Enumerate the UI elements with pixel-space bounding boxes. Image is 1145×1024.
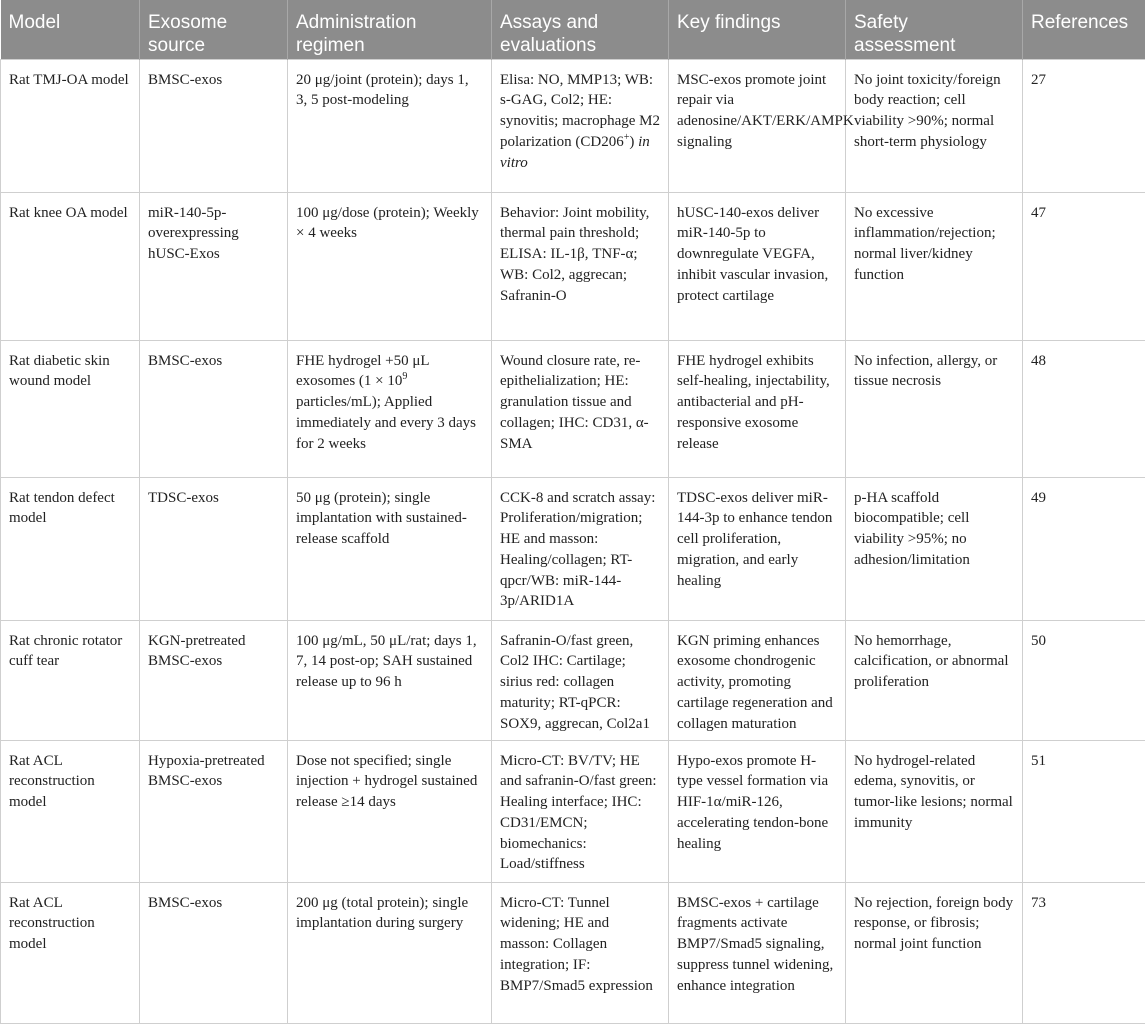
cell-reference: 51 [1023,740,1145,882]
cell-safety: p-HA scaffold biocompatible; cell viability >95%; no adhesion/limitation [846,477,1023,620]
cell-findings: Hypo-exos promote H-type vessel formation via HIF-1α/miR-126, accelerating tendon-bone healing [669,740,846,882]
cell-regimen: 20 μg/joint (protein); days 1, 3, 5 post-modeling [288,59,492,192]
table-row [1,340,1145,477]
cell-assays: Micro-CT: Tunnel widening; HE and masson: Collagen integration; IF: BMP7/Smad5 expression [492,882,669,1023]
cell-findings: MSC-exos promote joint repair via adenosine/AKT/ERK/AMPK signaling [669,59,846,192]
cell-source: BMSC-exos [140,340,288,477]
cell-safety: No rejection, foreign body response, or fibrosis; normal joint function [846,882,1023,1023]
table-row [1,192,1145,340]
cell-safety: No joint toxicity/foreign body reaction; cell viability >90%; normal short-term physiology [846,59,1023,192]
cell-reference: 48 [1023,340,1145,477]
superscript: + [624,132,630,143]
header-row [1,0,1145,59]
regimen-text: FHE hydrogel +50 μL exosomes (1 × 10 [296,353,429,390]
cell-model: Rat chronic rotator cuff tear [1,620,140,740]
cell-assays: Safranin-O/fast green, Col2 IHC: Cartilage; sirius red: collagen maturity; RT-qPCR: SOX9, aggrecan, Col2a1 [492,620,669,740]
cell-model: Rat diabetic skin wound model [1,340,140,477]
cell-regimen: Dose not specified; single injection + hydrogel sustained release ≥14 days [288,740,492,882]
cell-assays [492,59,669,192]
table-row [1,477,1145,620]
assays-italic: in vitro [500,134,650,171]
cell-assays: Wound closure rate, re-epithelialization; HE: granulation tissue and collagen; IHC: CD31, α-SMA [492,340,669,477]
header-model: Model [1,0,140,59]
cell-model: Rat knee OA model [1,192,140,340]
superscript: 9 [402,371,407,382]
table-body [1,59,1145,1023]
regimen-text-post: particles/mL); Applied immediately and every 3 days for 2 weeks [296,394,476,452]
cell-findings: TDSC-exos deliver miR-144-3p to enhance tendon cell proliferation, migration, and early healing [669,477,846,620]
cell-model: Rat ACL reconstruction model [1,882,140,1023]
cell-regimen: 200 μg (total protein); single implantation during surgery [288,882,492,1023]
header-assays-and-evaluations: Assays and evaluations [492,0,669,59]
cell-assays: Behavior: Joint mobility, thermal pain threshold; ELISA: IL-1β, TNF-α; WB: Col2, aggrecan; Safranin-O [492,192,669,340]
table-row [1,59,1145,192]
cell-regimen: 100 μg/mL, 50 μL/rat; days 1, 7, 14 post-op; SAH sustained release up to 96 h [288,620,492,740]
cell-findings: FHE hydrogel exhibits self-healing, injectability, antibacterial and pH-responsive exosome release [669,340,846,477]
header-key-findings: Key findings [669,0,846,59]
cell-source: miR-140-5p-overexpressing hUSC-Exos [140,192,288,340]
cell-findings: BMSC-exos + cartilage fragments activate BMP7/Smad5 signaling, suppress tunnel widening, enhance integration [669,882,846,1023]
cell-regimen: 50 μg (protein); single implantation with sustained-release scaffold [288,477,492,620]
header-administration-regimen: Administration regimen [288,0,492,59]
cell-regimen: 100 μg/dose (protein); Weekly × 4 weeks [288,192,492,340]
cell-reference: 73 [1023,882,1145,1023]
cell-safety: No hemorrhage, calcification, or abnormal proliferation [846,620,1023,740]
cell-reference: 47 [1023,192,1145,340]
cell-findings: hUSC-140-exos deliver miR-140-5p to downregulate VEGFA, inhibit vascular invasion, protect cartilage [669,192,846,340]
cell-safety: No hydrogel-related edema, synovitis, or tumor-like lesions; normal immunity [846,740,1023,882]
header-exosome-source: Exosome source [140,0,288,59]
header-safety-assessment: Safety assessment [846,0,1023,59]
table-row [1,882,1145,1023]
cell-model: Rat ACL reconstruction model [1,740,140,882]
cell-safety: No excessive inflammation/rejection; normal liver/kidney function [846,192,1023,340]
table-header [1,0,1145,59]
cell-source: TDSC-exos [140,477,288,620]
table-row [1,740,1145,882]
cell-model: Rat TMJ-OA model [1,59,140,192]
cell-source: BMSC-exos [140,882,288,1023]
cell-assays: CCK-8 and scratch assay: Proliferation/migration; HE and masson: Healing/collagen; RT-qpcr/WB: miR-144-3p/ARID1A [492,477,669,620]
cell-reference: 50 [1023,620,1145,740]
cell-findings: KGN priming enhances exosome chondrogenic activity, promoting cartilage regeneration and collagen maturation [669,620,846,740]
cell-source: BMSC-exos [140,59,288,192]
cell-model: Rat tendon defect model [1,477,140,620]
table-row [1,620,1145,740]
header-references: References [1023,0,1145,59]
assays-text: Elisa: NO, MMP13; WB: s-GAG, Col2; HE: synovitis; macrophage M2 polarization (CD206 [500,72,660,150]
assays-text-mid: ) [629,134,638,150]
cell-reference: 27 [1023,59,1145,192]
cell-source: Hypoxia-pretreated BMSC-exos [140,740,288,882]
cell-safety: No infection, allergy, or tissue necrosis [846,340,1023,477]
cell-reference: 49 [1023,477,1145,620]
cell-regimen [288,340,492,477]
cell-assays: Micro-CT: BV/TV; HE and safranin-O/fast green: Healing interface; IHC: CD31/EMCN; biomechanics: Load/stiffness [492,740,669,882]
cell-source: KGN-pretreated BMSC-exos [140,620,288,740]
